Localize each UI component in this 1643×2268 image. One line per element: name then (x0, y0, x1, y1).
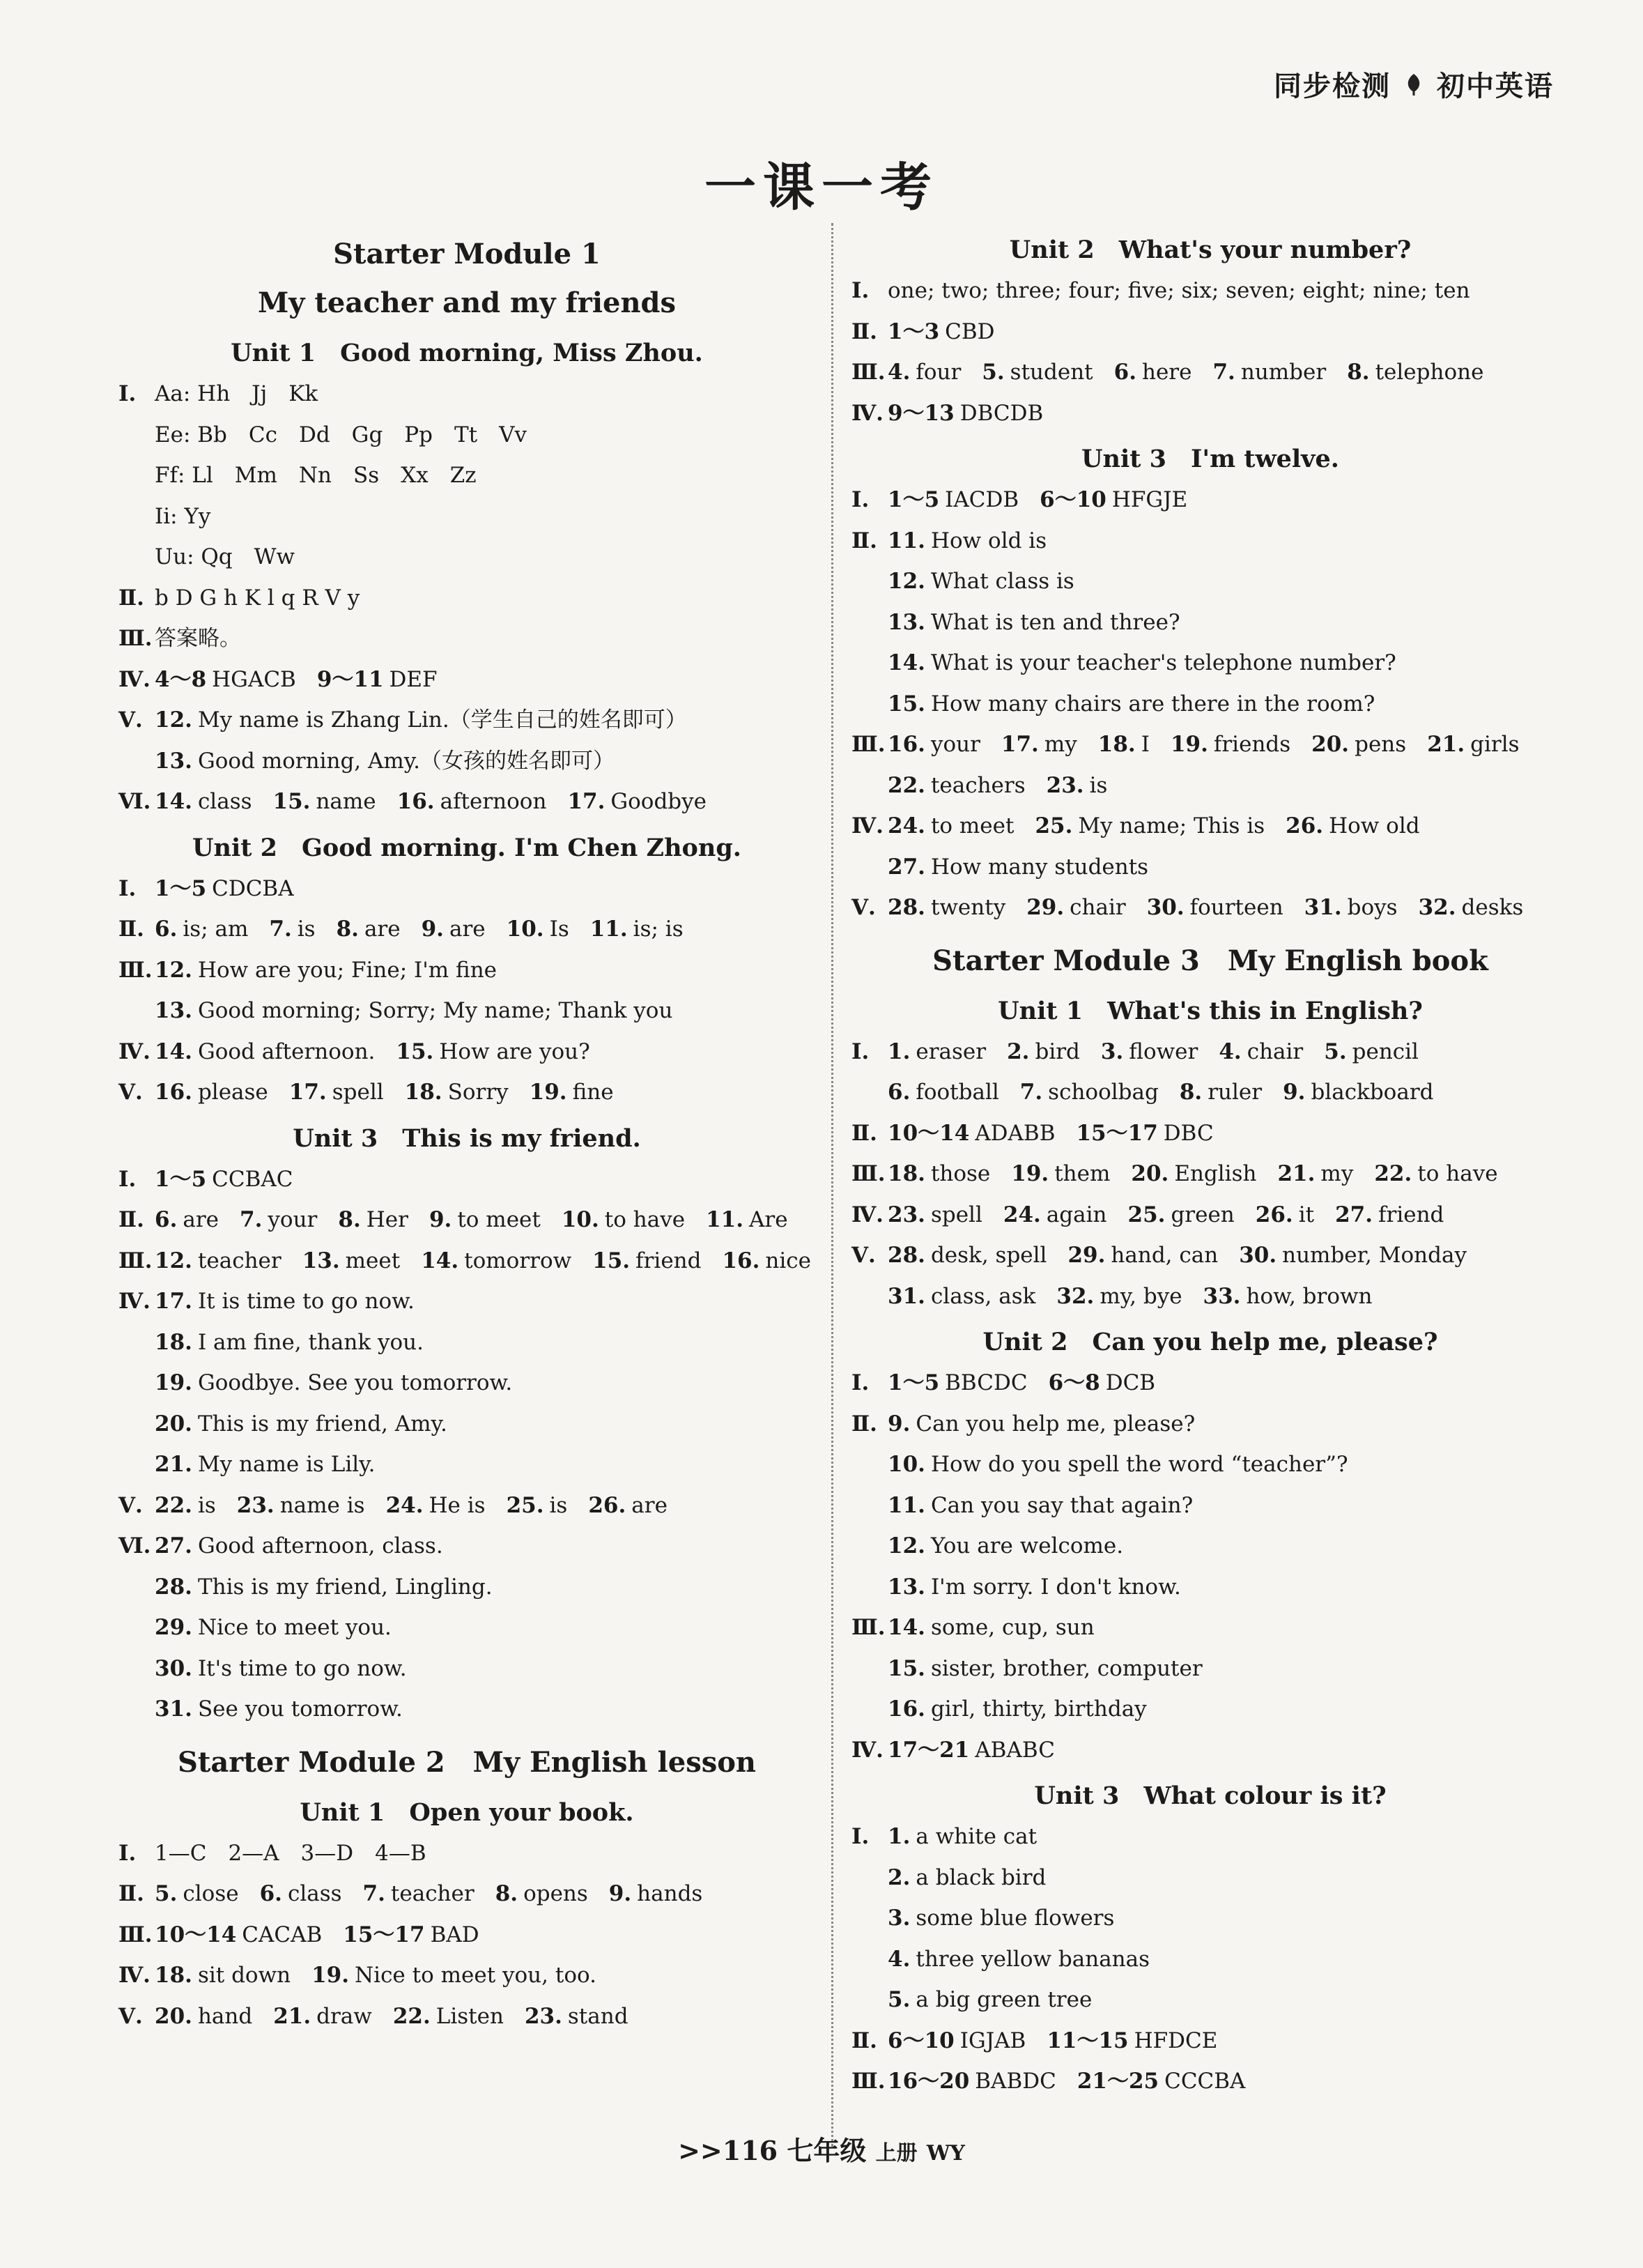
answer-line: Ⅰ. 1. a white cat (851, 1824, 1038, 1849)
answer-line: 3. some blue flowers (888, 1906, 1115, 1931)
page-number: 116 (722, 2135, 778, 2166)
answer-line: 31. See you tomorrow. (155, 1696, 403, 1722)
header-series (1274, 64, 1554, 104)
answer-line: Ⅰ. 1～5 CCBAC (118, 1166, 293, 1192)
answer-line: 5. a big green tree (888, 1987, 1093, 2012)
answer-line: Ⅰ. one; two; three; four; five; six; seven; eight; nine; ten (851, 278, 1470, 303)
module-title: Starter Module 3 My English book (932, 944, 1488, 977)
unit-title: Unit 3 This is my friend. (293, 1124, 641, 1153)
answer-line: Ⅴ. 20. hand 21. draw 22. Listen 23. stand (118, 2003, 628, 2029)
answer-line: Ⅴ. 22. is 23. name is 24. He is 25. is 26. are (118, 1492, 668, 1518)
page-arrows: >> (678, 2135, 723, 2166)
unit-title: Unit 1 Open your book. (300, 1798, 634, 1827)
answer-line: Ⅲ. 16～20 BABDC 21～25 CCCBA (851, 2069, 1246, 2094)
answer-line: 29. Nice to meet you. (155, 1615, 392, 1640)
answer-line: 14. What is your teacher's telephone number? (888, 650, 1396, 675)
answer-line: Ⅴ. 12. My name is Zhang Lin.（学生自己的姓名即可） (118, 707, 687, 733)
answer-line: Ⅴ. 16. please 17. spell 18. Sorry 19. fine (118, 1080, 614, 1105)
answer-line: Ⅰ. Aa: Hh Jj Kk (118, 381, 318, 406)
edition-label: WY (926, 2141, 965, 2166)
answer-line: 13. What is ten and three? (888, 609, 1180, 635)
answer-line: 2. a black bird (888, 1864, 1047, 1890)
answer-line: 10. How do you spell the word “teacher”? (888, 1452, 1348, 1477)
answer-line: Ⅲ. 12. How are you; Fine; I'm fine (118, 957, 497, 983)
answer-line: Ⅲ. 14. some, cup, sun (851, 1615, 1095, 1640)
answer-line: Ⅳ. 23. spell 24. again 25. green 26. it 27. friend (851, 1202, 1444, 1227)
answer-line: Ⅳ. 9～13 DBCDB (851, 400, 1044, 426)
unit-title: Unit 2 Can you help me, please? (982, 1328, 1438, 1356)
answer-line: 30. It's time to go now. (155, 1655, 407, 1681)
answer-line: Ⅰ. 1～5 IACDB 6～10 HFGJE (851, 487, 1188, 512)
unit-title: Unit 1 What's this in English? (998, 996, 1423, 1025)
page-footer (0, 2129, 1643, 2168)
unit-title: Unit 2 Good morning. I'm Chen Zhong. (192, 833, 741, 862)
answer-line: 11. Can you say that again? (888, 1492, 1194, 1518)
unit-title: Unit 2 What's your number? (1009, 236, 1412, 264)
answer-line: 13. Good morning, Amy.（女孩的姓名即可） (155, 748, 615, 774)
answer-line: Ⅳ. 18. sit down 19. Nice to meet you, too. (118, 1963, 596, 1988)
series-name: 同步检测 (1274, 70, 1391, 102)
answer-line: Uu: Qq Ww (155, 544, 295, 569)
answer-line: Ⅱ. 6. is; am 7. is 8. are 9. are 10. Is 11. is; is (118, 917, 684, 942)
subject-name: 初中英语 (1437, 70, 1554, 102)
module-subtitle: My teacher and my friends (257, 286, 677, 319)
answer-line: Ⅳ. 17～21 ABABC (851, 1737, 1055, 1763)
answer-line: Ⅲ. 10～14 CACAB 15～17 BAD (118, 1922, 479, 1947)
answer-line: Ⅳ. 14. Good afternoon. 15. How are you? (118, 1039, 590, 1064)
answer-line: Ⅱ. b D G h K l q R V y (118, 585, 360, 611)
volume-label: 上册 (875, 2141, 918, 2166)
right-column (851, 230, 1569, 2102)
grade-label: 七年级 (787, 2135, 867, 2166)
answer-line: 12. You are welcome. (888, 1533, 1124, 1558)
answer-line: 16. girl, thirty, birthday (888, 1696, 1147, 1722)
unit-title: Unit 3 I'm twelve. (1081, 445, 1339, 473)
answer-line: 18. I am fine, thank you. (155, 1329, 424, 1355)
answer-line: 13. Good morning; Sorry; My name; Thank you (155, 998, 673, 1023)
answer-line: 21. My name is Lily. (155, 1452, 376, 1477)
answer-line: Ⅱ. 6～10 IGJAB 11～15 HFDCE (851, 2028, 1218, 2053)
answer-line: Ⅱ. 9. Can you help me, please? (851, 1411, 1196, 1436)
answer-line: 28. This is my friend, Lingling. (155, 1574, 493, 1600)
answer-line: Ⅲ. 4. four 5. student 6. here 7. number 8. telephone (851, 360, 1484, 385)
answer-line: Ⅱ. 10～14 ADABB 15～17 DBC (851, 1120, 1214, 1146)
answer-line: Ⅰ. 1～5 CDCBA (118, 875, 294, 901)
answer-line: Ⅴ. 28. desk, spell 29. hand, can 30. number, Monday (851, 1243, 1467, 1268)
answer-line: 15. sister, brother, computer (888, 1655, 1203, 1681)
module-title: Starter Module 2 My English lesson (177, 1745, 757, 1779)
answer-line: Ⅲ. 18. those 19. them 20. English 21. my 22. to have (851, 1161, 1498, 1186)
page-title: 一课一考 (704, 158, 939, 217)
answer-line: Ⅰ. 1～5 BBCDC 6～8 DCB (851, 1370, 1156, 1395)
answer-line: 19. Goodbye. See you tomorrow. (155, 1370, 513, 1395)
answer-line: 31. class, ask 32. my, bye 33. how, brown (888, 1283, 1373, 1309)
answer-line: 20. This is my friend, Amy. (155, 1411, 447, 1436)
answer-line: Ⅱ. 5. close 6. class 7. teacher 8. opens 9. hands (118, 1881, 703, 1906)
module-title: Starter Module 1 (333, 238, 601, 270)
unit-title: Unit 1 Good morning, Miss Zhou. (231, 339, 703, 367)
unit-title: Unit 3 What colour is it? (1034, 1782, 1387, 1810)
answer-line: Ⅴ. 28. twenty 29. chair 30. fourteen 31. boys 32. desks (851, 895, 1524, 920)
answer-line: Ⅲ. 16. your 17. my 18. I 19. friends 20. pens 21. girls (851, 732, 1520, 757)
answer-line: Ⅱ. 6. are 7. your 8. Her 9. to meet 10. to have 11. Are (118, 1207, 788, 1232)
left-column (118, 230, 815, 2037)
answer-line: Ee: Bb Cc Dd Gg Pp Tt Vv (155, 422, 527, 447)
answer-line: Ⅵ. 27. Good afternoon, class. (118, 1533, 443, 1558)
answer-line: Ⅳ. 4～8 HGACB 9～11 DEF (118, 666, 438, 692)
answer-line: 12. What class is (888, 569, 1074, 594)
answer-line: 27. How many students (888, 854, 1149, 880)
answer-line: Ⅵ. 14. class 15. name 16. afternoon 17. Goodbye (118, 789, 707, 814)
answer-line: Ⅳ. 24. to meet 25. My name; This is 26. How old (851, 813, 1420, 838)
answer-line: Ⅲ. 12. teacher 13. meet 14. tomorrow 15. friend 16. nice (118, 1248, 812, 1273)
answer-line: 13. I'm sorry. I don't know. (888, 1574, 1181, 1600)
answer-line: Ⅰ. 1. eraser 2. bird 3. flower 4. chair 5. pencil (851, 1039, 1419, 1064)
column-divider (831, 223, 833, 2147)
answer-line: Ii: Yy (155, 503, 211, 529)
answer-line: Ⅱ. 1～3 CBD (851, 319, 995, 344)
answer-line: Ⅲ. 答案略。 (118, 626, 241, 651)
answer-line: 6. football 7. schoolbag 8. ruler 9. blackboard (888, 1080, 1434, 1105)
leaf-icon (1403, 72, 1424, 96)
answer-line: Ff: Ll Mm Nn Ss Xx Zz (155, 463, 477, 488)
answer-line: Ⅰ. 1—C 2—A 3—D 4—B (118, 1840, 426, 1866)
answer-line: Ⅳ. 17. It is time to go now. (118, 1289, 415, 1314)
answer-line: 15. How many chairs are there in the room? (888, 691, 1375, 717)
answer-line: 22. teachers 23. is (888, 772, 1108, 798)
answer-line: 4. three yellow bananas (888, 1946, 1150, 1972)
answer-line: Ⅱ. 11. How old is (851, 528, 1047, 553)
